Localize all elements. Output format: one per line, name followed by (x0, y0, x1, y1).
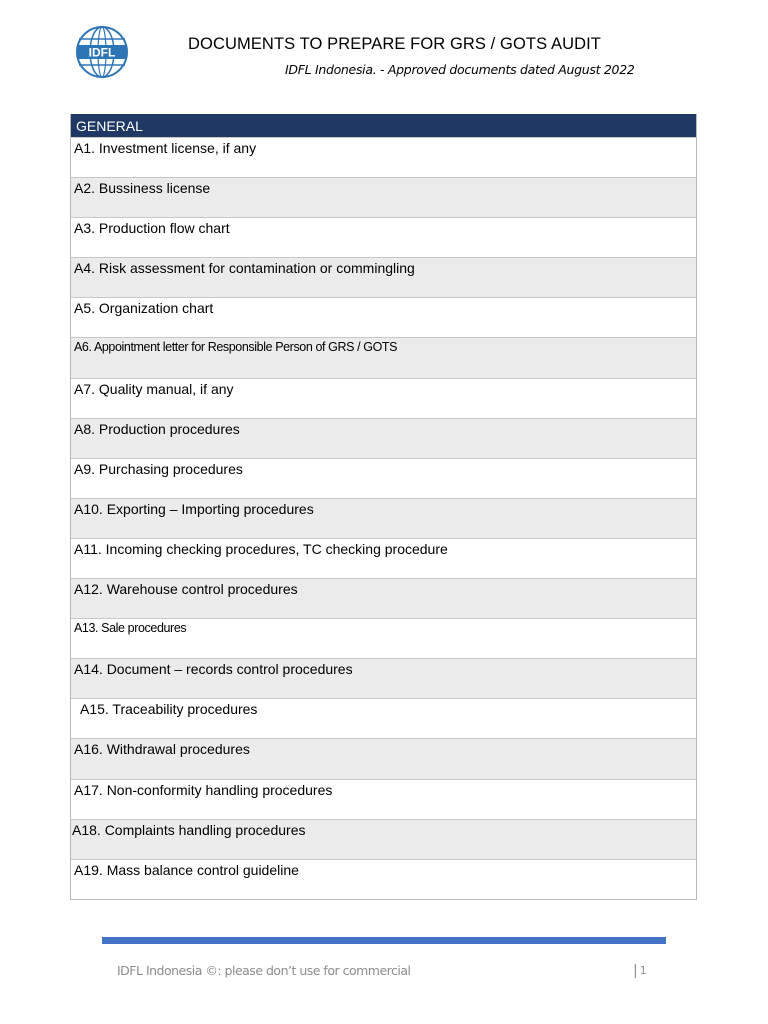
footer-divider (102, 937, 666, 944)
document-subtitle: IDFL Indonesia. - Approved documents dated August 2022 (285, 62, 635, 77)
svg-text:IDFL: IDFL (88, 45, 116, 60)
table-row: A4. Risk assessment for contamination or commingling (71, 257, 696, 297)
table-row: A15. Traceability procedures (71, 698, 696, 738)
table-row: A2. Bussiness license (71, 177, 696, 217)
table-section-header: GENERAL (71, 114, 696, 137)
table-row: A6. Appointment letter for Responsible Person of GRS / GOTS (71, 337, 696, 377)
page-number-value: 1 (639, 964, 647, 977)
table-row: A13. Sale procedures (71, 618, 696, 658)
table-row: A18. Complaints handling procedures (71, 819, 696, 859)
page-separator: | (633, 963, 638, 979)
idfl-logo (75, 25, 129, 79)
table-row: A7. Quality manual, if any (71, 378, 696, 418)
table-row: A1. Investment license, if any (71, 137, 696, 177)
page-number (633, 963, 647, 979)
table-row: A11. Incoming checking procedures, TC checking procedure (71, 538, 696, 578)
table-row: A14. Document – records control procedures (71, 658, 696, 698)
table-row: A8. Production procedures (71, 418, 696, 458)
document-title: DOCUMENTS TO PREPARE FOR GRS / GOTS AUDIT (188, 35, 601, 53)
table-row: A9. Purchasing procedures (71, 458, 696, 498)
table-row: A19. Mass balance control guideline (71, 859, 696, 899)
footer-copyright: IDFL Indonesia ©: please don’t use for commercial (117, 963, 411, 978)
table-row: A10. Exporting – Importing procedures (71, 498, 696, 538)
table-row: A5. Organization chart (71, 297, 696, 337)
table-row: A17. Non-conformity handling procedures (71, 779, 696, 819)
documents-table (70, 114, 697, 900)
table-row: A3. Production flow chart (71, 217, 696, 257)
table-row: A12. Warehouse control procedures (71, 578, 696, 618)
table-row: A16. Withdrawal procedures (71, 738, 696, 778)
